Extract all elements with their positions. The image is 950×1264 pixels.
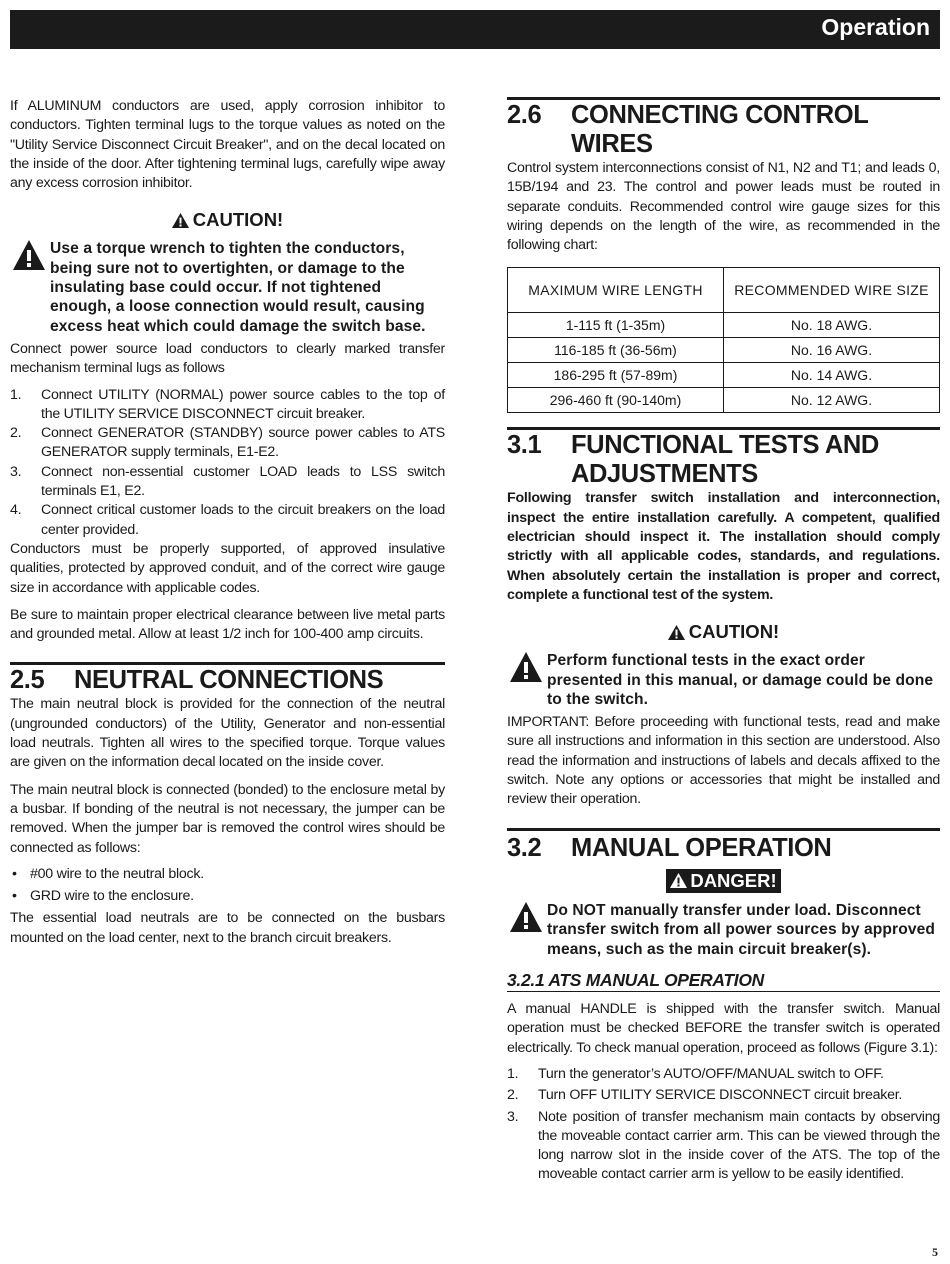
table-cell: 1-115 ft (1-35m) <box>508 313 724 338</box>
warning-icon <box>670 873 687 888</box>
neutral-paragraph-3: The essential load neutrals are to be connected on the busbars mounted on the load center, next to the branch circuit breakers. <box>10 910 445 946</box>
section-heading-2-6: 2.6 CONNECTING CONTROL WIRES <box>507 101 868 158</box>
danger-title: DANGER! <box>690 869 777 891</box>
danger-text: Do NOT manually transfer under load. Disconnect transfer switch from all power sources by approved means, such as the main circuit breaker(s). <box>547 902 936 958</box>
list-item: 3. Note position of transfer mechanism main contacts by observing the moveable contact carrier arm. This can be viewed through the long narrow slot in the inside cover of the ATS. The top of the moveable contact carrier arm is yellow to be easily identified. <box>507 1108 940 1183</box>
connection-steps <box>10 386 445 540</box>
section-divider <box>507 427 940 430</box>
list-item: 3. Connect non-essential customer LOAD leads to LSS switch terminals E1, E2. <box>10 463 445 500</box>
table-cell: 186-295 ft (57-89m) <box>508 363 724 388</box>
neutral-bullets <box>10 865 445 907</box>
warning-icon <box>668 625 685 640</box>
neutral-paragraph-1: The main neutral block is provided for the connection of the neutral (ungrounded conductors) of the Utility, Generator and non-essential load neutrals. Tighten all wires to the specified torque. Torque values are given on the information decal located on the inside cover. <box>10 696 445 771</box>
table-cell: 296-460 ft (90-140m) <box>508 388 724 413</box>
left-column <box>10 97 445 948</box>
caution-block <box>10 239 445 335</box>
neutral-paragraph-2: The main neutral block is connected (bonded) to the enclosure metal by a busbar. If bonding of the neutral is not necessary, the jumper can be removed. When the jumper bar is removed the control wires should be connected as follows: <box>10 781 445 856</box>
table-cell: No. 16 AWG. <box>724 338 940 363</box>
table-cell: 116-185 ft (36-56m) <box>508 338 724 363</box>
table-row <box>508 338 940 363</box>
section-divider <box>507 97 940 100</box>
warning-icon <box>509 651 543 683</box>
control-wires-paragraph: Control system interconnections consist of N1, N2 and T1; and leads 0, 15B/194 and 23. The control and power leads must be routed in separate conduits. Recommended control wire gauge sizes for this wiring depends on the length of the wire, as recommended in the following chart: <box>507 160 940 254</box>
list-item: 2. Connect GENERATOR (STANDBY) source power cables to ATS GENERATOR supply terminals, E1-E2. <box>10 425 445 461</box>
header-bar <box>10 10 940 49</box>
caution-heading <box>10 209 445 231</box>
aluminum-paragraph: If ALUMINUM conductors are used, apply corrosion inhibitor to conductors. Tighten terminal lugs to the torque values as noted on the "Utility Service Disconnect Circuit Breaker", and on the decal located on the inside of the door. After tightening terminal lugs, carefully wipe away any excess corrosion inhibitor. <box>10 98 445 192</box>
caution-block <box>507 651 940 709</box>
list-item: 2. Turn OFF UTILITY SERVICE DISCONNECT circuit breaker. <box>507 1087 903 1104</box>
table-header: MAXIMUM WIRE LENGTH <box>508 268 724 313</box>
danger-heading <box>507 869 940 894</box>
danger-block <box>507 901 940 959</box>
manual-operation-steps <box>507 1065 940 1185</box>
table-row <box>508 363 940 388</box>
caution-text: Use a torque wrench to tighten the conductors, being sure not to overtighten, or damage to the insulating base could occur. If not tightened enough, a loose connection would result, causing excess heat which could damage the switch base. <box>50 240 426 335</box>
page-number: 5 <box>932 1245 938 1259</box>
clearance-paragraph: Be sure to maintain proper electrical clearance between live metal parts and grounded metal. Allow at least 1/2 inch for 100-400 amp circuits. <box>10 606 445 643</box>
section-heading-3-2: 3.2 MANUAL OPERATION <box>507 833 832 862</box>
table-cell: No. 12 AWG. <box>724 388 940 413</box>
section-heading-3-1: 3.1 FUNCTIONAL TESTS AND ADJUSTMENTS <box>507 431 879 489</box>
subsection-heading-3-2-1: 3.2.1 ATS MANUAL OPERATION <box>507 969 940 992</box>
warning-icon <box>12 239 46 271</box>
list-item: • #00 wire to the neutral block. <box>12 865 204 882</box>
important-paragraph: IMPORTANT: Before proceeding with functional tests, read and make sure all instructions and information in this section are understood. Also read the information and instructions of labels and decals affixed to the switch. Note any options or accessories that might be installed and review their operation. <box>507 714 940 808</box>
caution-text: Perform functional tests in the exact order presented in this manual, or damage could be done to the switch. <box>547 652 934 708</box>
page-header-title: Operation <box>821 14 930 40</box>
right-column <box>507 97 940 1185</box>
caution-title: CAUTION! <box>192 209 284 231</box>
table-row <box>508 313 940 338</box>
manual-operation-paragraph: A manual HANDLE is shipped with the transfer switch. Manual operation must be checked BEFORE the transfer switch is operated electrically. To check manual operation, proceed as follows (Figure 3.1): <box>507 1001 940 1056</box>
table-header-row <box>508 268 940 313</box>
table-header: RECOMMENDED WIRE SIZE <box>724 268 940 313</box>
list-item: 4. Connect critical customer loads to the circuit breakers on the load center provided. <box>10 502 445 538</box>
connect-intro: Connect power source load conductors to clearly marked transfer mechanism terminal lugs as follows <box>10 340 445 377</box>
list-item: 1. Connect UTILITY (NORMAL) power source cables to the top of the UTILITY SERVICE DISCONNECT circuit breaker. <box>10 386 445 422</box>
conductors-paragraph: Conductors must be properly supported, of approved insulative qualities, protected by approved conduit, and of the correct wire gauge size in accordance with applicable codes. <box>10 540 445 596</box>
table-cell: No. 14 AWG. <box>724 363 940 388</box>
list-item: • GRD wire to the enclosure. <box>12 888 194 905</box>
warning-icon <box>172 213 189 228</box>
table-cell: No. 18 AWG. <box>724 313 940 338</box>
table-row <box>508 388 940 413</box>
wire-size-table <box>507 267 940 413</box>
caution-heading <box>507 621 940 643</box>
list-item: 1. Turn the generator’s AUTO/OFF/MANUAL switch to OFF. <box>507 1065 884 1082</box>
warning-icon <box>509 901 543 933</box>
caution-title: CAUTION! <box>688 621 780 643</box>
danger-label <box>666 869 780 893</box>
section-heading-2-5: 2.5 NEUTRAL CONNECTIONS <box>10 666 384 695</box>
functional-tests-paragraph: Following transfer switch installation and interconnection, inspect the entire installation carefully. A competent, qualified electrician should inspect it. The installation should comply strictly with all applicable codes, standards, and regulations. When absolutely certain the installation is proper and correct, complete a functional test of the system. <box>507 490 940 603</box>
section-divider <box>507 828 940 831</box>
section-divider <box>10 662 445 665</box>
